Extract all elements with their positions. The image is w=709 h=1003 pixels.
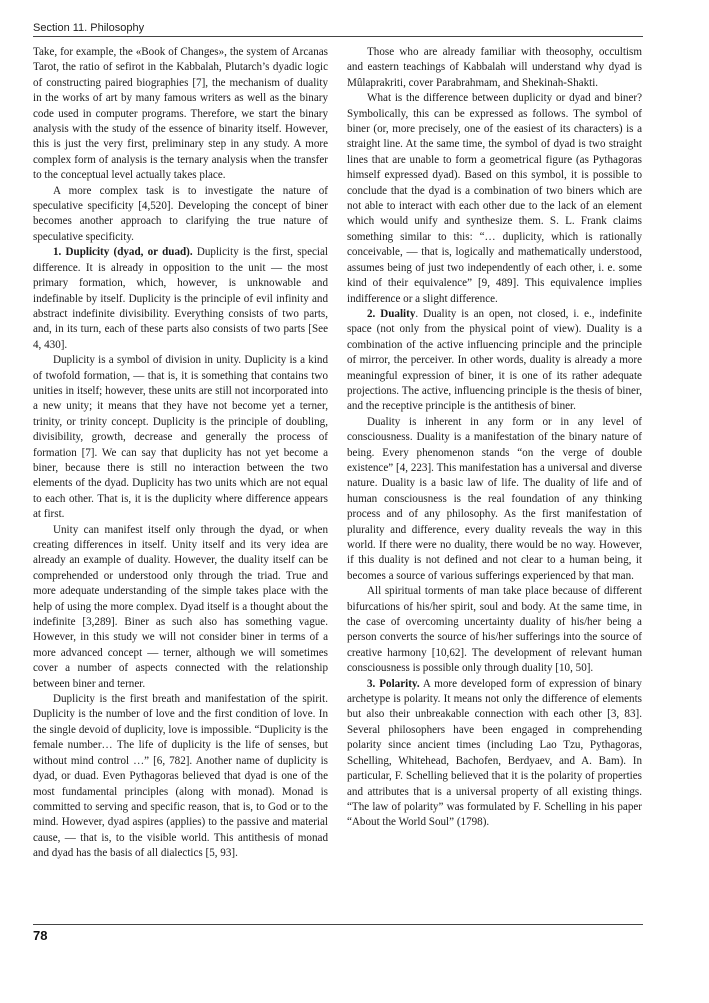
header-rule <box>33 36 643 37</box>
running-header: Section 11. Philosophy <box>33 22 145 34</box>
section-heading: 3. Polarity. <box>367 677 420 690</box>
left-column <box>33 45 328 862</box>
paragraph: Unity can manifest itself only through the dyad, or when creating differences in itself. Unity itself and its very idea are already an example of duality. However, the duality itself can be comprehended or understood only through the triad. True and more adequate understanding of the simple takes place with the help of using the more complex. Dyad itself is a thought about the indefinite [3,289]. Biner as such also has something vague. However, in this study we will not consider biner in terms of a more advanced concept — terner, although we will sometimes cover a number of aspects connected with the relationship between biner and terner. <box>33 523 328 690</box>
paragraph: 1. Duplicity (dyad, or duad). Duplicity is the first, special difference. It is already in opposition to the unit — the most primary formation, which, however, is unknowable and indefinable by itself. Duplicity is the principle of evil infinity and abstract indefinite divisibility. Everything consists of two parts, and, in its turn, each of these parts also consists of two parts [See 4, 430]. <box>33 246 329 351</box>
page-number: 78 <box>33 928 48 943</box>
paragraph: Take, for example, the «Book of Changes», the system of Arcanas Tarot, the ratio of sefirot in the Kabbalah, Plutarch’s dyadic logic of constructing paired biographies [7], the mechanism of duality in the works of art by many famous writers as well as the binary code used in computer programs. Therefore, we start the binary analysis with the study of the essence of binarity itself. However, this is just the very first, preliminary step in any study. A more complex form of analysis is the ternary analysis when the transfer to the conceptual level actually takes place. <box>33 46 328 182</box>
paragraph: Duality is inherent in any form or in any level of consciousness. Duality is a manifestation of the binary nature of being. Every phenomenon stands “on the verge of double existence” [4, 223]. This manifestation has a universal and diverse nature. Duality is a basic law of life. The duality of life and of human consciousness is the real foundation of any thinking process and of any philosophy. As the first manifestation of plurality and difference, every duality reveals the way in this world. If there were no duality, there would be no way. However, if this duality is not defined and not clear to a human being, it becomes a source of various sufferings experienced by that man. <box>347 415 642 582</box>
footer-rule <box>33 924 643 925</box>
paragraph: What is the difference between duplicity or dyad and biner? Symbolically, this can be expressed as follows. The symbol of biner (or, more precisely, one of the easiest of its characters) is a straight line. At the same time, the symbol of dyad is two straight lines that are unable to form a geometrical figure (as Pythagoras himself expressed dyad). Based on this symbol, it is possible to conclude that the dyad is a combination of two biners which are not able to interact with each other due to the lack of an element which would unify and synthesize them. S. L. Frank claims something similar to this: “… duplicity, which is rationally conceivable, — that is, logically and mathematically understood, assumes being of just two independently of each other, i. e. some kind of their equivalence” [9, 489]. This equivalence implies indifference or a slight difference. <box>347 92 642 305</box>
paragraph: 2. Duality. Duality is an open, not closed, i. e., indefinite space (not only from the physical point of view). Duality is a combination of the active influencing principle and the principle of mirror, the perceiver. In other words, duality is already a more meaningful expression of biner, it is one of its rather adequate projections. The active, influencing principle is the thesis of biner, and the receptive principle is the antithesis of biner. <box>347 307 642 413</box>
paragraph: All spiritual torments of man take place because of different bifurcations of his/her spirit, soul and body. At the same time, in the case of overcoming uncertainty duality of his/her being a person converts the source of his/her sufferings into the source of creative harmony [10,62]. The development of relevant human consciousness is possible only through duality [10, 50]. <box>347 585 642 675</box>
paragraph: 3. Polarity. A more developed form of expression of binary archetype is polarity. It means not only the difference of elements but also their unbreakable connection with each other [3, 83]. Several philosophers have been engaged in comprehending polarity since ancient times (including Lao Tzu, Pythagoras, Schelling, Whitehead, Bachofen, Berdyaev, and A. Bam). In particular, F. Schelling believed that it is the polarity of properties and attributes that is a universal property of all existing things. “The law of polarity” was formulated by F. Schelling in his paper “About the World Soul” (1798). <box>347 677 642 829</box>
section-heading: 1. Duplicity (dyad, or duad). <box>53 246 193 259</box>
paragraph: A more complex task is to investigate the nature of speculative specificity [4,520]. Developing the concept of biner becomes another approach to clarifying the true nature of speculative specificity. <box>33 184 328 243</box>
paragraph: Duplicity is a symbol of division in unity. Duplicity is a kind of twofold formation, — that is, it is something that contains two unities in itself; however, these units are still not incorporated into a new unity; it means that they have not become yet a terner, trinity, or trinity concept. Duplicity is the principle of doubling, divisibility, growth, decrease and generally the process of formation [7]. We can say that duplicity has not yet become a biner, because there is still no interaction between the two elements of the dyad. Duplicity has two units which are not equal to each other. That is, it is the duplicity where difference appears at first. <box>33 354 328 521</box>
paragraph: Duplicity is the first breath and manifestation of the spirit. Duplicity is the number of love and the first condition of love. In the single devoid of duplicity, love is impossible. “Duplicity is the female number… The life of duplicity is the life of senses, but without mind control …” [6, 782]. Another name of duplicity is dyad, or duad. Even Pythagoras believed that dyad is one of the most fundamental principles (along with monad). Monad is committed to serving and specific reason, that is, to God or to the mind. However, dyad aspires (applies) to the passive and material cause, — that is, to the visible world. This antithesis of monad and dyad has the basis of all dialectics [5, 93]. <box>33 693 328 860</box>
right-column <box>347 45 642 831</box>
section-heading: 2. Duality <box>367 307 416 320</box>
paragraph: Those who are already familiar with theosophy, occultism and eastern teachings of Kabbalah will understand why dyad is Mûlaprakriti, cover Parabrahmam, and Shekinah-Shakti. <box>347 46 642 89</box>
